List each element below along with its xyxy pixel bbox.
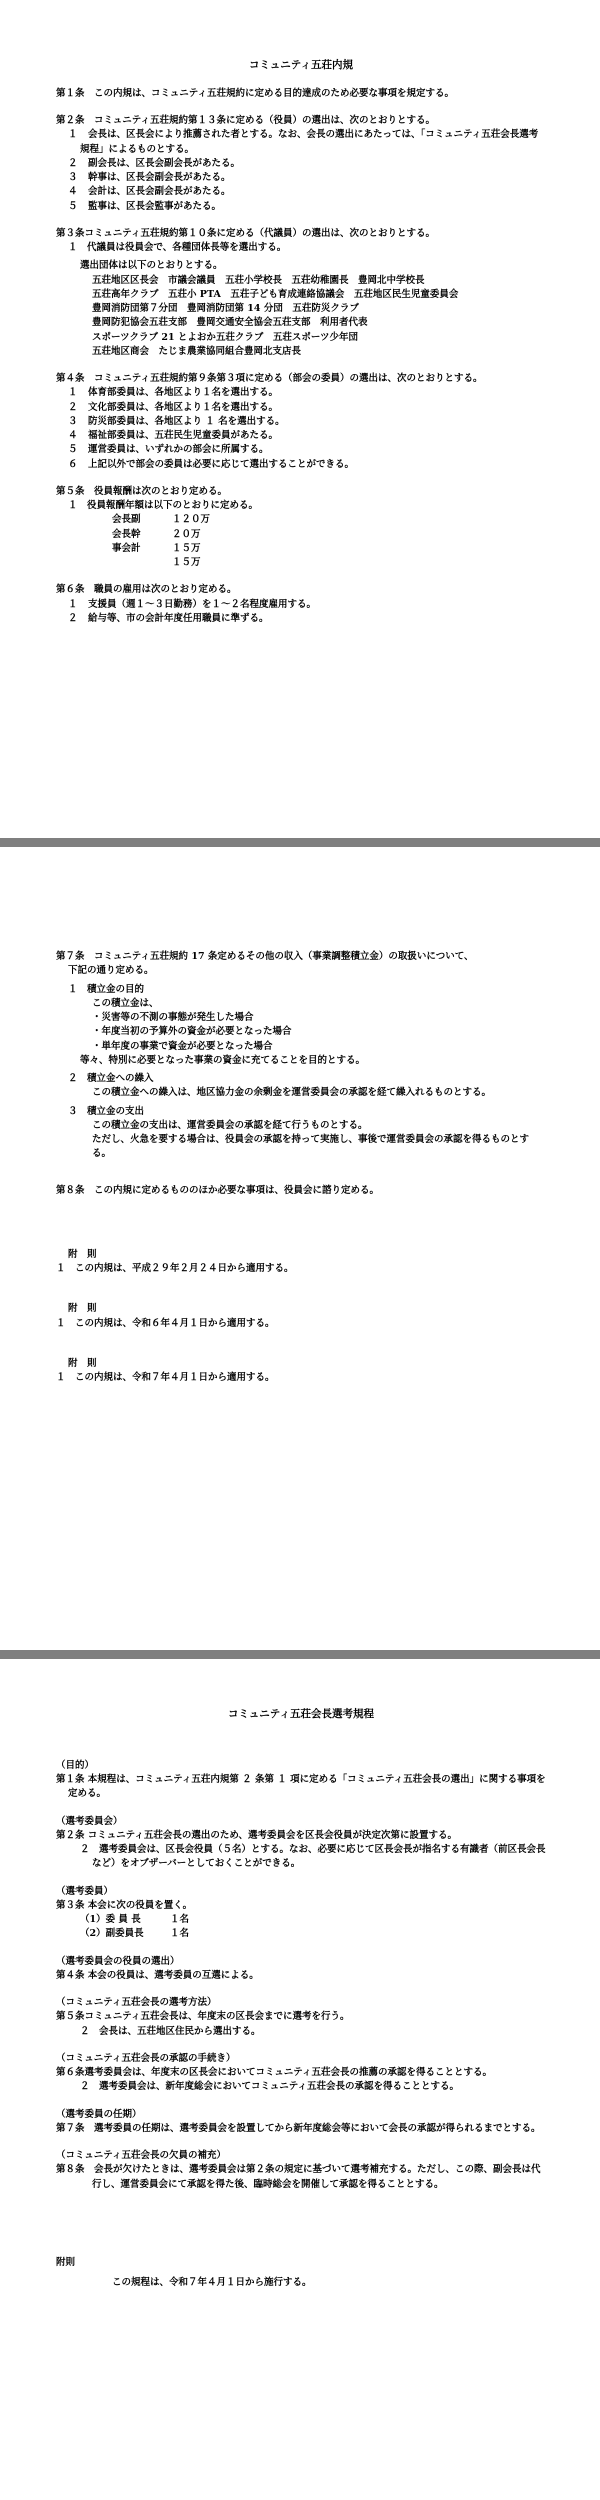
clause: 第８条 会長が欠けたときは、選考委員会は第２条の規定に基づいて選考補充する。ただし、この際、副会長は代行し、運営委員会にて承認を得た後、臨時総会を開催して承認を得ることとする。 xyxy=(56,2164,541,2190)
list-item: ２ 副会長は、区長会副会長があたる。 xyxy=(68,157,241,169)
list-item: 五荘地区商会 たじま農業協同組合豊岡北支店長 xyxy=(92,345,302,357)
list-item: ・年度当初の予算外の資金が必要となった場合 xyxy=(92,1026,292,1038)
list-item: ・災害等の不測の事態が発生した場合 xyxy=(92,1012,254,1023)
article-7: 第７条 コミュニティ五荘規約 17 条定めるその他の収入（事業調整積立金）の取扱いについて、 xyxy=(56,951,474,962)
article-3-item-1: １ 代議員は役員会で、各種団体長等を選出する。 xyxy=(68,242,287,253)
section-1-heading: １ 積立金の目的 xyxy=(68,983,145,995)
table-row: 会長幹 ２０万 xyxy=(112,528,201,540)
remuneration-table xyxy=(112,513,546,570)
section-3-heading: ３ 積立金の支出 xyxy=(68,1105,145,1117)
table-row: １５万 xyxy=(172,557,201,568)
clause: 第２条 コミュニティ五荘会長の選出のため、選考委員会を区長会役員が決定次第に設置する。 xyxy=(56,1829,457,1841)
article-5-item-1: １ 役員報酬年額は以下のとおりに定める。 xyxy=(68,500,259,511)
supplementary-heading: 附 則 xyxy=(68,1357,97,1369)
list-item: スポーツクラブ 21 とよおか五荘クラブ 五荘スポーツ少年団 xyxy=(92,331,358,343)
list-item: １ 体育部委員は、各地区より１名を選出する。 xyxy=(68,387,279,399)
section-heading: （選考委員会） xyxy=(56,1815,123,1827)
supplementary-heading: 附 則 xyxy=(68,1303,97,1315)
article-1: 第１条 この内規は、コミュニティ五荘規約に定める目的達成のため必要な事項を規定する。 xyxy=(56,87,455,99)
section-heading: （コミュニティ五荘会長の承認の手続き） xyxy=(56,2052,236,2064)
section-1-tail: 等々、特別に必要となった事業の資金に充てることを目的とする。 xyxy=(80,1054,366,1066)
list-item: ５ 監事は、区長会監事があたる。 xyxy=(68,200,222,212)
article-5: 第５条 役員報酬は次のとおり定める。 xyxy=(56,485,228,497)
section-heading: （コミュニティ五荘会長の欠員の補充） xyxy=(56,2150,227,2161)
clause: ２ 選考委員会は、区長会役員（５名）とする。なお、必要に応じて区長会長が指名する有識者（前区長会長など）をオブザーバーとしておくことができる。 xyxy=(80,1844,546,1870)
list-item: ２ 文化部委員は、各地区より１名を選出する。 xyxy=(68,401,279,413)
clause: ２ 会長は、五荘地区住民から選出する。 xyxy=(80,2025,261,2037)
clause: 第６条選考委員会は、年度末の区長会においてコミュニティ五荘会長の推薦の承認を得ることとする。 xyxy=(56,2067,493,2078)
section-heading: （目的） xyxy=(56,1759,95,1771)
page-title: コミュニティ五荘会長選考規程 xyxy=(228,1708,374,1720)
roles-list xyxy=(80,1913,546,1942)
clause: 第１条 本規程は、コミュニティ五荘内規第 ２ 条第 １ 項に定める「コミュニティ五荘会長の選出」に関する事項を定める。 xyxy=(56,1774,546,1800)
section-3-text-2: ただし、火急を要する場合は、役員会の承認を持って実施し、事後で運営委員会の承認を得るものとする。 xyxy=(92,1134,530,1160)
article-4: 第４条 コミュニティ五荘規約第９条第３項に定める（部会の委員）の選出は、次のとおりとする。 xyxy=(56,373,483,384)
list-item: ・単年度の事業で資金が必要となった場合 xyxy=(92,1040,273,1052)
section-1-lead: この積立金は、 xyxy=(92,997,159,1009)
supplementary-text: この規程は、令和７年４月１日から施行する。 xyxy=(112,2277,312,2288)
page-title: コミュニティ五荘内規 xyxy=(249,59,353,71)
section-2-heading: ２ 積立金への繰入 xyxy=(68,1073,154,1084)
clause: 第４条 本会の役員は、選考委員の互選による。 xyxy=(56,1969,259,1981)
table-row: 会長副 １２０万 xyxy=(112,514,211,526)
list-item: 豊岡防犯協会五荘支部 豊岡交通安全協会五荘支部 利用者代表 xyxy=(92,317,368,329)
article-3-sub: 選出団体は以下のとおりとする。 xyxy=(80,260,223,272)
list-item: ４ 福祉部委員は、五荘民生児童委員があたる。 xyxy=(68,430,279,441)
list-item: １ 会長は、区長会により推薦された者とする。なお、会長の選出にあたっては、「コミュニティ五荘会長選考規程」によるものとする。 xyxy=(68,129,539,155)
article-6-items xyxy=(68,598,546,627)
section-heading: （コミュニティ五荘会長の選考方法） xyxy=(56,1997,217,2008)
clause: 第３条 本会に次の役員を置く。 xyxy=(56,1899,193,1911)
list-item: ３ 幹事は、区長会副会長があたる。 xyxy=(68,172,231,183)
supplementary-heading: 附 則 xyxy=(68,1248,97,1260)
section-heading: （選考委員の任期） xyxy=(56,2108,142,2120)
article-2: 第２条 コミュニティ五荘規約第１３条に定める（役員）の選出は、次のとおりとする。 xyxy=(56,115,436,126)
list-item: 五荘高年クラブ 五荘小 PTA 五荘子ども育成連絡協議会 五荘地区民生児童委員会 xyxy=(92,288,459,300)
article-6: 第６条 職員の雇用は次のとおり定める。 xyxy=(56,584,237,596)
list-item: ４ 会計は、区長会副会長があたる。 xyxy=(68,186,231,198)
list-item: 豊岡消防団第７分団 豊岡消防団第 14 分団 五荘防災クラブ xyxy=(92,303,359,314)
list-item: １ 支援員（週１～３日勤務）を１～２名程度雇用する。 xyxy=(68,598,317,610)
article-8: 第８条 この内規に定めるもののほか必要な事項は、役員会に諮り定める。 xyxy=(56,1184,380,1196)
document-page-3 xyxy=(0,1659,600,2500)
list-item: （1）委 員 長 １名 xyxy=(80,1914,190,1925)
clause: 第７条 選考委員の任期は、選考委員会を設置してから新年度総会等において会長の承認が得られるまでとする。 xyxy=(56,2122,541,2134)
table-row: 事会計 １５万 xyxy=(112,542,201,554)
article-7-cont: 下記の通り定める。 xyxy=(68,965,154,977)
document-page-2 xyxy=(0,847,600,1650)
clause: ２ 選考委員会は、新年度総会においてコミュニティ五荘会長の承認を得ることとする。 xyxy=(80,2081,460,2093)
section-2-text: この積立金への繰入は、地区協力金の余剰金を運営委員会の承認を経て繰入れるものとする。 xyxy=(92,1087,492,1099)
section-heading: （選考委員） xyxy=(56,1885,114,1897)
clause: 第５条コミュニティ五荘会長は、年度末の区長会までに選考を行う。 xyxy=(56,2011,350,2023)
section-1-bullets xyxy=(92,1011,546,1054)
list-item: （2）副委員長 １名 xyxy=(80,1928,190,1940)
list-item: ３ 防災部委員は、各地区より １ 名を選出する。 xyxy=(68,415,285,427)
supplementary-text: １ この内規は、令和６年４月１日から適用する。 xyxy=(56,1317,275,1329)
section-3-text-1: この積立金の支出は、運営委員会の承認を経て行うものとする。 xyxy=(92,1119,368,1131)
group-list xyxy=(92,274,546,360)
document-page-1 xyxy=(0,0,600,838)
supplementary-text: １ この内規は、令和７年４月１日から適用する。 xyxy=(56,1372,275,1383)
article-3: 第３条コミュニティ五荘規約第１０条に定める（代議員）の選出は、次のとおりとする。 xyxy=(56,227,436,239)
section-heading: （選考委員会の役員の選出） xyxy=(56,1955,180,1967)
list-item: ５ 運営委員は、いずれかの部会に所属する。 xyxy=(68,444,269,456)
article-2-items xyxy=(68,128,546,214)
article-4-items xyxy=(68,386,546,472)
list-item: ６ 上記以外で部会の委員は必要に応じて選出することができる。 xyxy=(68,458,355,470)
supplementary-heading: 附則 xyxy=(56,2256,76,2268)
list-item: 五荘地区区長会 市議会議員 五荘小学校長 五荘幼稚園長 豊岡北中学校長 xyxy=(92,274,425,286)
supplementary-text: １ この内規は、平成２９年２月２４日から適用する。 xyxy=(56,1263,294,1274)
list-item: ２ 給与等、市の会計年度任用職員に準ずる。 xyxy=(68,612,269,624)
supplementary-provisions xyxy=(56,1248,546,1386)
